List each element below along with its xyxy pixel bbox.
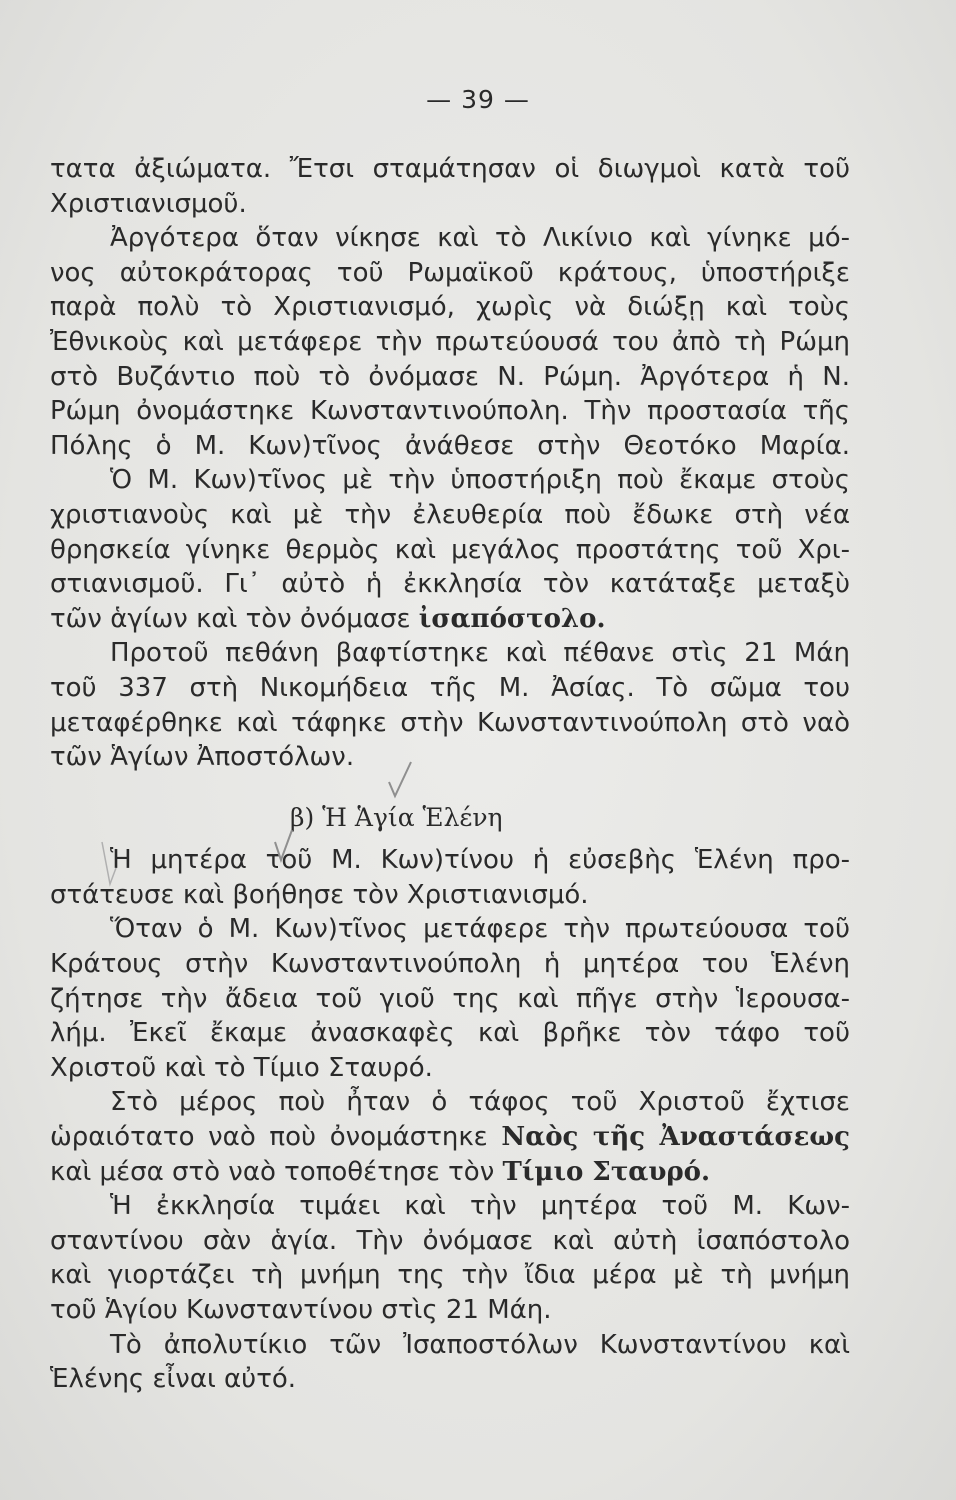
page-number: — 39 — [426,85,530,114]
section-heading: β) Ἡ Ἁγία Ἑλένη [290,802,503,832]
emphasized-term: Τίμιο Σταυρό. [502,1156,711,1187]
pencil-check-mark [272,828,296,864]
text-line: τῶν Ἁγίων Ἀποστόλων. [50,742,355,773]
text-line: σταντίνου σὰν ἁγία. Τὴν ὀνόμασε καὶ αὐτὴ ἰσαπόστολο [50,1225,850,1256]
text-line: καὶ γιορτάζει τὴ μνήμη της τὴν ἴδια μέρα μὲ τὴ μνήμη [50,1260,850,1291]
text-fragment: τῶν ἁγίων καὶ τὸν ὀνόμασε [50,603,419,634]
text-line: μεταφέρθηκε καὶ τάφηκε στὴν Κωνσταντινούπολη στὸ ναὸ [50,707,850,738]
page-body [50,152,850,1397]
text-line: τοῦ 337 στὴ Νικομήδεια τῆς Μ. Ἀσίας. Τὸ σῶμα του [50,672,850,703]
text-line: Χριστιανισμοῦ. [50,188,247,219]
text-line [50,1120,850,1155]
text-line: τατα ἀξιώματα. Ἔτσι σταμάτησαν οἱ διωγμοὶ κατὰ τοῦ [50,154,850,184]
text-line: Πόλης ὁ Μ. Κων)τῖνος ἀνάθεσε στὴν Θεοτόκο Μαρία. [50,430,850,461]
text-line [50,1155,850,1190]
pencil-check-mark [385,760,415,800]
text-line: Χριστοῦ καὶ τὸ Τίμιο Σταυρό. [50,1052,433,1083]
text-line: Κράτους στὴν Κωνσταντινούπολη ἡ μητέρα του Ἑλένη [50,949,850,980]
text-line: στιανισμοῦ. Γι᾿ αὐτὸ ἡ ἐκκλησία τὸν κατάταξε μεταξὺ [50,569,850,600]
text-line: Τὸ ἀπολυτίκιο τῶν Ἰσαποστόλων Κωνσταντίνου καὶ [110,1329,850,1360]
text-line: λήμ. Ἐκεῖ ἔκαμε ἀνασκαφὲς καὶ βρῆκε τὸν τάφο τοῦ [50,1018,850,1049]
emphasized-term: ἰσαπόστολο. [418,603,606,634]
text-line [50,602,850,637]
text-line: Ἡ μητέρα τοῦ Μ. Κων)τίνου ἡ εὐσεβὴς Ἑλένη προ- [110,845,850,876]
text-line: Στὸ μέρος ποὺ ἦταν ὁ τάφος τοῦ Χριστοῦ ἔχτισε [110,1087,850,1118]
text-line: Ρώμη ὀνομάστηκε Κωνσταντινούπολη. Τὴν προστασία τῆς [50,396,850,427]
text-line: Ὁ Μ. Κων)τῖνος μὲ τὴν ὑποστήριξη ποὺ ἔκαμε στοὺς [110,465,850,496]
text-line: χριστιανοὺς καὶ μὲ τὴν ἐλευθερία ποὺ ἔδωκε στὴ νέα [50,499,850,530]
text-line: θρησκεία γίνηκε θερμὸς καὶ μεγάλος προστάτης τοῦ Χρι- [50,534,850,565]
text-line: Ἐθνικοὺς καὶ μετάφερε τὴν πρωτεύουσά του ἀπὸ τὴ Ρώμη [50,326,850,357]
text-line: παρὰ πολὺ τὸ Χριστιανισμό, χωρὶς νὰ διώξῃ καὶ τοὺς [50,292,850,323]
text-fragment: καὶ μέσα στὸ ναὸ τοποθέτησε τὸν [50,1156,503,1187]
text-line: νος αὐτοκράτορας τοῦ Ρωμαϊκοῦ κράτους, ὑποστήριξε [50,257,850,288]
text-line: ζήτησε τὴν ἄδεια τοῦ γιοῦ της καὶ πῆγε στὴν Ἱερουσα- [50,983,850,1014]
text-line: Ἡ ἐκκλησία τιμάει καὶ τὴν μητέρα τοῦ Μ. Κων- [110,1191,850,1222]
text-line: Ἀργότερα ὅταν νίκησε καὶ τὸ Λικίνιο καὶ γίνηκε μό- [110,223,850,254]
text-line: Προτοῦ πεθάνη βαφτίστηκε καὶ πέθανε στὶς 21 Μάη [110,638,850,669]
text-fragment: ὡραιότατο ναὸ ποὺ ὀνομάστηκε [50,1122,502,1153]
text-line: στάτευσε καὶ βοήθησε τὸν Χριστιανισμό. [50,879,589,910]
text-line: τοῦ Ἁγίου Κωνσταντίνου στὶς 21 Μάη. [50,1295,552,1325]
text-line: Ὅταν ὁ Μ. Κων)τῖνος μετάφερε τὴν πρωτεύουσα τοῦ [110,914,850,945]
text-line: Ἑλένης εἶναι αὐτό. [50,1364,297,1395]
pencil-check-mark [98,838,122,888]
emphasized-term: Ναὸς τῆς Ἀναστάσεως [501,1122,851,1153]
text-line: στὸ Βυζάντιο ποὺ τὸ ὀνόμασε Ν. Ρώμη. Ἀργότερα ἡ Ν. [50,361,850,392]
